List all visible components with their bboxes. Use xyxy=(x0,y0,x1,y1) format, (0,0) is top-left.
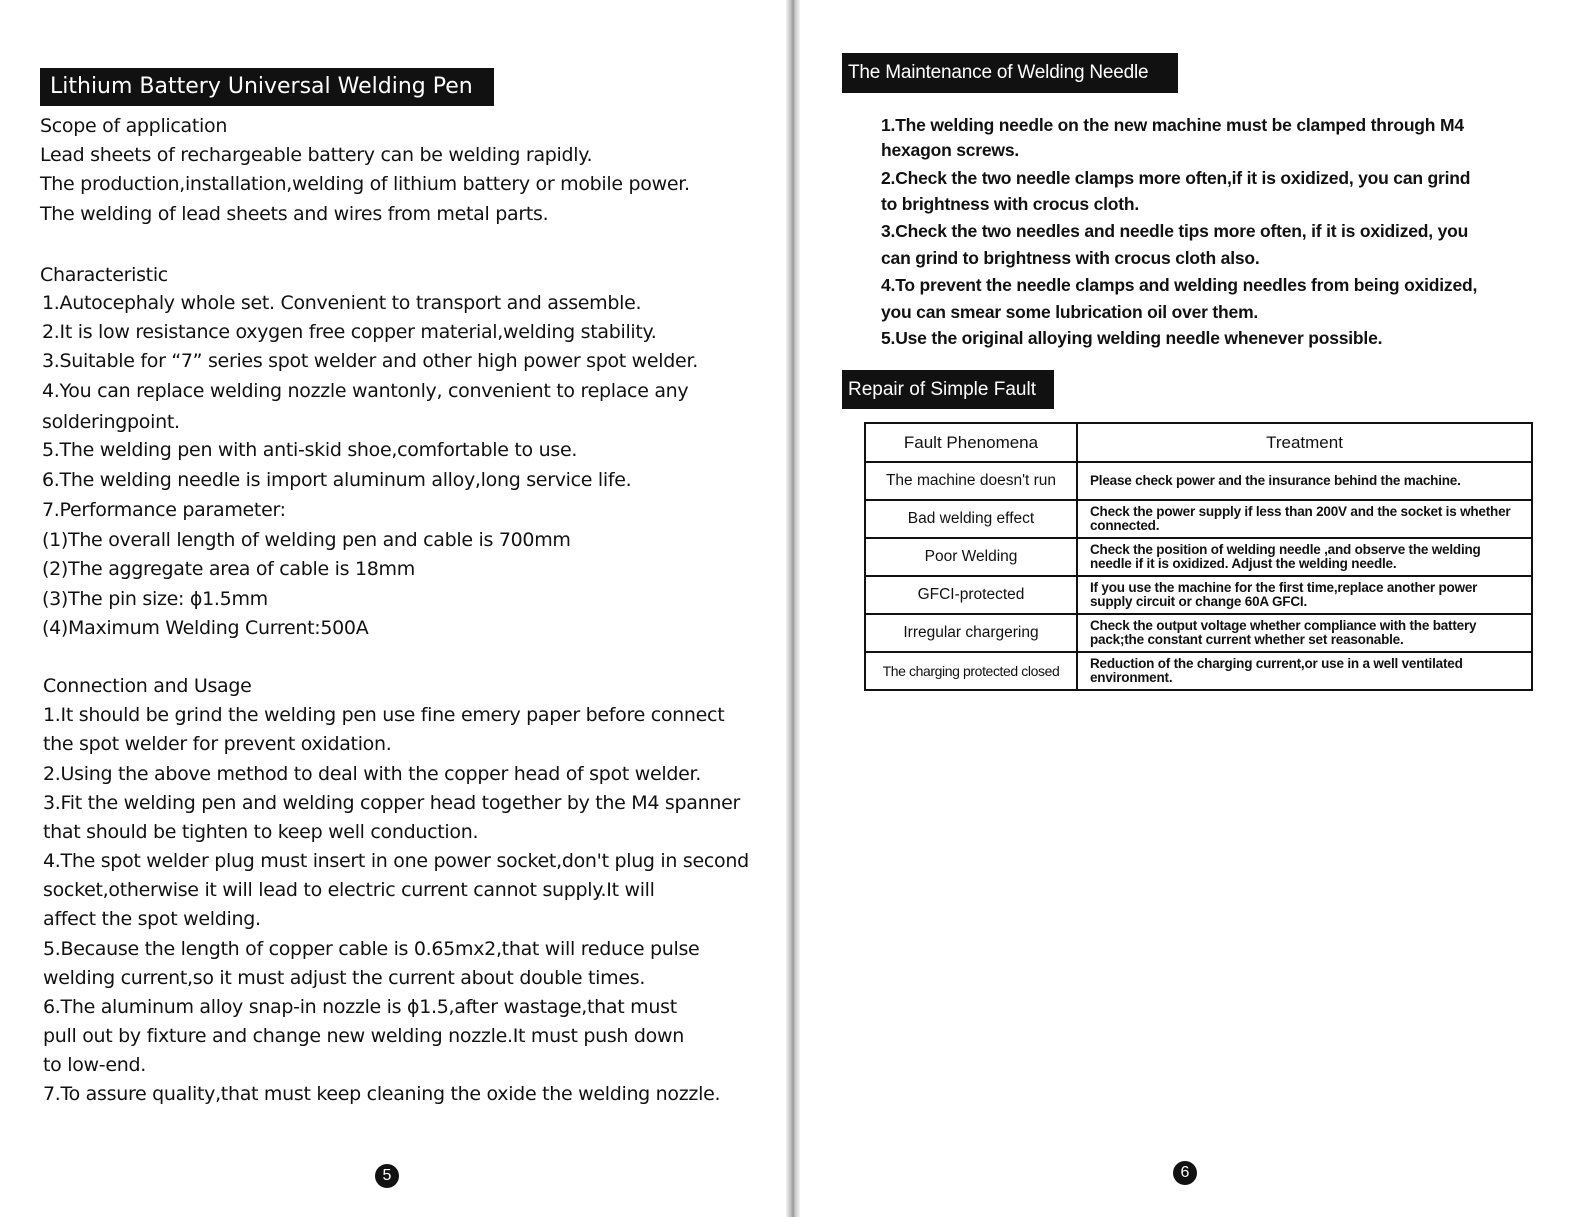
section-heading-characteristic: Characteristic xyxy=(40,264,168,286)
text-line: 7.Performance parameter: xyxy=(42,499,286,521)
treatment-cell: Reduction of the charging current,or use in a well ventilated environment. xyxy=(1077,652,1532,690)
text-line: socket,otherwise it will lead to electric current cannot supply.It will xyxy=(43,879,655,901)
text-line: solderingpoint. xyxy=(42,411,180,433)
page-title: Lithium Battery Universal Welding Pen xyxy=(40,68,494,106)
text-line: pull out by fixture and change new welding nozzle.It must push down xyxy=(43,1025,684,1047)
text-line: 2.It is low resistance oxygen free copper material,welding stability. xyxy=(42,321,657,343)
right-page xyxy=(800,0,1584,1217)
text-line: 5.The welding pen with anti-skid shoe,comfortable to use. xyxy=(42,439,578,461)
column-header-treatment: Treatment xyxy=(1077,423,1532,462)
text-line: (1)The overall length of welding pen and cable is 700mm xyxy=(42,529,571,551)
text-line: (4)Maximum Welding Current:500A xyxy=(42,617,369,639)
table-row xyxy=(865,652,1532,690)
text-line: that should be tighten to keep well conduction. xyxy=(43,821,479,843)
table-row xyxy=(865,614,1532,652)
treatment-cell: Check the position of welding needle ,and observe the welding needle if it is oxidized. Adjust the welding needle. xyxy=(1077,538,1532,576)
text-line: 1.It should be grind the welding pen use fine emery paper before connect xyxy=(43,704,725,726)
fault-cell: Poor Welding xyxy=(865,538,1077,576)
text-line: The production,installation,welding of lithium battery or mobile power. xyxy=(40,173,690,195)
text-line: 6.The welding needle is import aluminum alloy,long service life. xyxy=(42,469,632,491)
treatment-cell: Check the power supply if less than 200V and the socket is whether connected. xyxy=(1077,500,1532,538)
table-row xyxy=(865,576,1532,614)
table-row xyxy=(865,500,1532,538)
text-line: welding current,so it must adjust the current about double times. xyxy=(43,967,646,989)
text-line: 5.Because the length of copper cable is 0.65mx2,that will reduce pulse xyxy=(43,938,700,960)
page-number: 5 xyxy=(375,1164,399,1188)
book-spine xyxy=(786,0,800,1217)
text-line: 3.Fit the welding pen and welding copper head together by the M4 spanner xyxy=(43,792,740,814)
maintenance-line: you can smear some lubrication oil over them. xyxy=(881,302,1259,322)
maintenance-line: hexagon screws. xyxy=(881,140,1020,160)
fault-cell: GFCI-protected xyxy=(865,576,1077,614)
table-row xyxy=(865,538,1532,576)
text-line: 2.Using the above method to deal with the copper head of spot welder. xyxy=(43,763,701,785)
maintenance-line: to brightness with crocus cloth. xyxy=(881,194,1140,214)
column-header-fault: Fault Phenomena xyxy=(865,423,1077,462)
maintenance-line: can grind to brightness with crocus cloth also. xyxy=(881,248,1260,268)
treatment-cell: Check the output voltage whether compliance with the battery pack;the constant current whether set reasonable. xyxy=(1077,614,1532,652)
fault-cell: The machine doesn't run xyxy=(865,462,1077,500)
maintenance-line: 5.Use the original alloying welding needle whenever possible. xyxy=(881,328,1383,348)
maintenance-line: 4.To prevent the needle clamps and welding needles from being oxidized, xyxy=(881,275,1478,295)
treatment-cell: Please check power and the insurance behind the machine. xyxy=(1077,462,1532,500)
fault-cell: Bad welding effect xyxy=(865,500,1077,538)
section-heading-connection: Connection and Usage xyxy=(43,675,252,697)
maintenance-line: 2.Check the two needle clamps more often,if it is oxidized, you can grind xyxy=(881,168,1471,188)
text-line: 4.The spot welder plug must insert in one power socket,don't plug in second xyxy=(43,850,749,872)
text-line: 7.To assure quality,that must keep cleaning the oxide the welding nozzle. xyxy=(43,1083,721,1105)
maintenance-line: 3.Check the two needles and needle tips more often, if it is oxidized, you xyxy=(881,221,1469,241)
text-line: The welding of lead sheets and wires from metal parts. xyxy=(40,203,549,225)
text-line: 1.Autocephaly whole set. Convenient to transport and assemble. xyxy=(42,292,642,314)
text-line: affect the spot welding. xyxy=(43,908,261,930)
section-heading-scope: Scope of application xyxy=(40,115,228,137)
fault-cell: The charging protected closed xyxy=(865,652,1077,690)
table-row xyxy=(865,462,1532,500)
text-line: (3)The pin size: ϕ1.5mm xyxy=(42,588,268,610)
text-line: Lead sheets of rechargeable battery can be welding rapidly. xyxy=(40,144,593,166)
page-number: 6 xyxy=(1173,1161,1197,1185)
table-header-row xyxy=(865,423,1532,462)
text-line: 6.The aluminum alloy snap-in nozzle is ϕ1.5,after wastage,that must xyxy=(43,996,677,1018)
repair-heading: Repair of Simple Fault xyxy=(842,370,1054,409)
fault-table xyxy=(864,422,1533,691)
text-line: 4.You can replace welding nozzle wantonly, convenient to replace any xyxy=(42,380,689,402)
text-line: the spot welder for prevent oxidation. xyxy=(43,733,392,755)
text-line: to low-end. xyxy=(43,1054,146,1076)
maintenance-line: 1.The welding needle on the new machine must be clamped through M4 xyxy=(881,115,1464,135)
text-line: (2)The aggregate area of cable is 18mm xyxy=(42,558,415,580)
maintenance-heading: The Maintenance of Welding Needle xyxy=(842,53,1178,93)
treatment-cell: If you use the machine for the first time,replace another power supply circuit or change 60A GFCI. xyxy=(1077,576,1532,614)
text-line: 3.Suitable for “7” series spot welder and other high power spot welder. xyxy=(42,350,698,372)
fault-cell: Irregular chargering xyxy=(865,614,1077,652)
